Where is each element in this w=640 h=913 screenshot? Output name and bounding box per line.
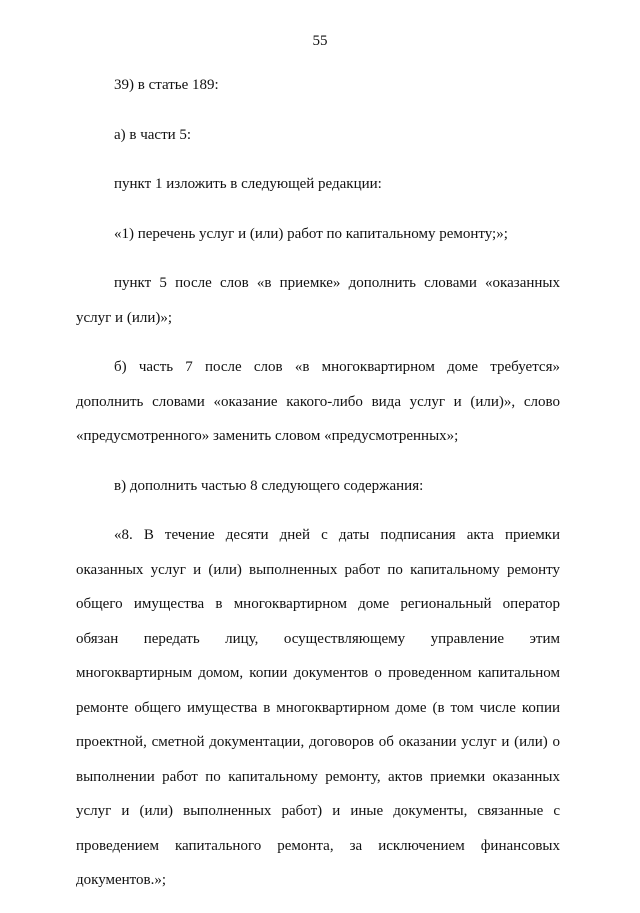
new-wording-point-1: «1) перечень услуг и (или) работ по капитальному ремонту;»; <box>114 225 508 242</box>
page-number: 55 <box>312 33 328 49</box>
article-heading: 39) в статье 189: <box>114 77 219 93</box>
subpoint-b: б) часть 7 после слов «в многоквартирном доме требуется» дополнить словами «оказание какого-либо вида услуг и (или)», слово «предусмотренного» заменить словом «предусмотренных»; <box>76 359 560 444</box>
document-body <box>76 68 560 913</box>
amendment-instruction: пункт 1 изложить в следующей редакции: <box>114 176 382 192</box>
subpoint-v: в) дополнить частью 8 следующего содержания: <box>114 477 424 494</box>
new-part-8: «8. В течение десяти дней с даты подписания акта приемки оказанных услуг и (или) выполненных работ по капитальному ремонту общего имущества в многоквартирном доме региональный оператор обязан передать лицу, осуществляющему управление этим многоквартирным домом, копии документов о проведенном капитальном ремонте общего имущества в многоквартирном доме (в том числе копии проектной, сметной документации, договоров об оказании услуг и (или) о выполнении работ по капитальному ремонту, актов приемки оказанных услуг и (или) выполненных работ) и иные документы, связанные с проведением капитального ремонта, за исключением финансовых документов.»; <box>76 527 560 888</box>
subpoint-a: а) в части 5: <box>114 126 192 143</box>
point-5-amendment: пункт 5 после слов «в приемке» дополнить словами «оказанных услуг и (или)»; <box>76 275 560 326</box>
